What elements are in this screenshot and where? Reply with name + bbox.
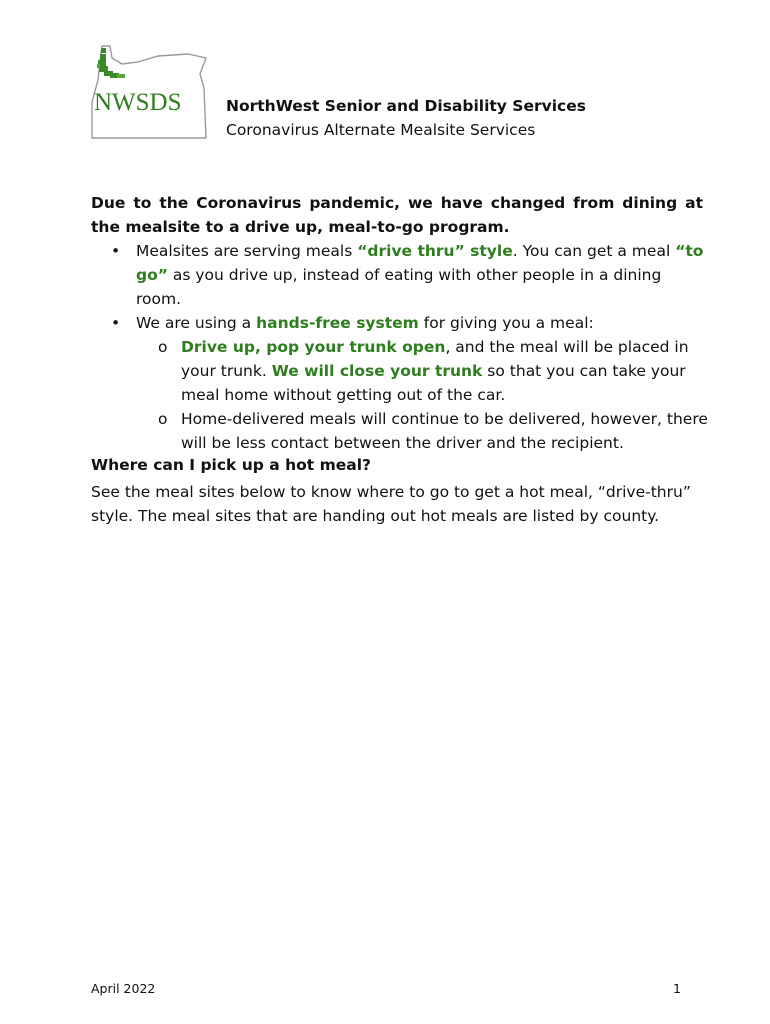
page-number: 1 [673, 981, 681, 996]
sub-bullet-icon: o [158, 410, 168, 428]
bullet-icon: • [111, 314, 121, 332]
highlight-close-trunk: We will close your trunk [271, 362, 483, 380]
highlight-pop-trunk: Drive up, pop your trunk open [181, 338, 446, 356]
footer-date: April 2022 [91, 981, 156, 996]
section-body: See the meal sites below to know where to go to get a hot meal, “drive-thru” style. The meal sites that are handing out hot meals are listed by county. [91, 483, 691, 525]
highlight-hands-free: hands-free system [256, 314, 419, 332]
info-list [91, 239, 711, 455]
list-item: • We are using a hands-free system for giving you a meal: o Drive up, pop your trunk open, and the meal will be placed in your trunk. We will close your trunk so that you can take your meal home without getting out of the car. o Home-delivered meals will continue to be delivered, however, there will be less contact between the driver and the recipient. [91, 311, 711, 455]
bullet-icon: • [111, 242, 121, 260]
page-subtitle: Coronavirus Alternate Mealsite Services [226, 121, 536, 139]
intro-paragraph: Due to the Coronavirus pandemic, we have changed from dining at the mealsite to a drive up, meal-to-go program. [91, 194, 703, 236]
org-title: NorthWest Senior and Disability Services [226, 97, 586, 115]
section-heading: Where can I pick up a hot meal? [91, 456, 372, 474]
list-item: • Mealsites are serving meals “drive thru” style. You can get a meal “to go” as you drive up, instead of eating with other people in a dining room. [91, 239, 711, 311]
sub-list-item: o Home-delivered meals will continue to be delivered, however, there will be less contact between the driver and the recipient. [91, 407, 711, 455]
sub-list-item: o Drive up, pop your trunk open, and the meal will be placed in your trunk. We will close your trunk so that you can take your meal home without getting out of the car. [91, 335, 711, 407]
highlight-drive-thru: “drive thru” style [357, 242, 513, 260]
sub-list [91, 335, 711, 455]
logo-text: NWSDS [94, 89, 182, 116]
nwsds-logo [88, 44, 210, 140]
highlight-to-go: “to go” [136, 242, 704, 284]
sub-bullet-icon: o [158, 338, 168, 356]
